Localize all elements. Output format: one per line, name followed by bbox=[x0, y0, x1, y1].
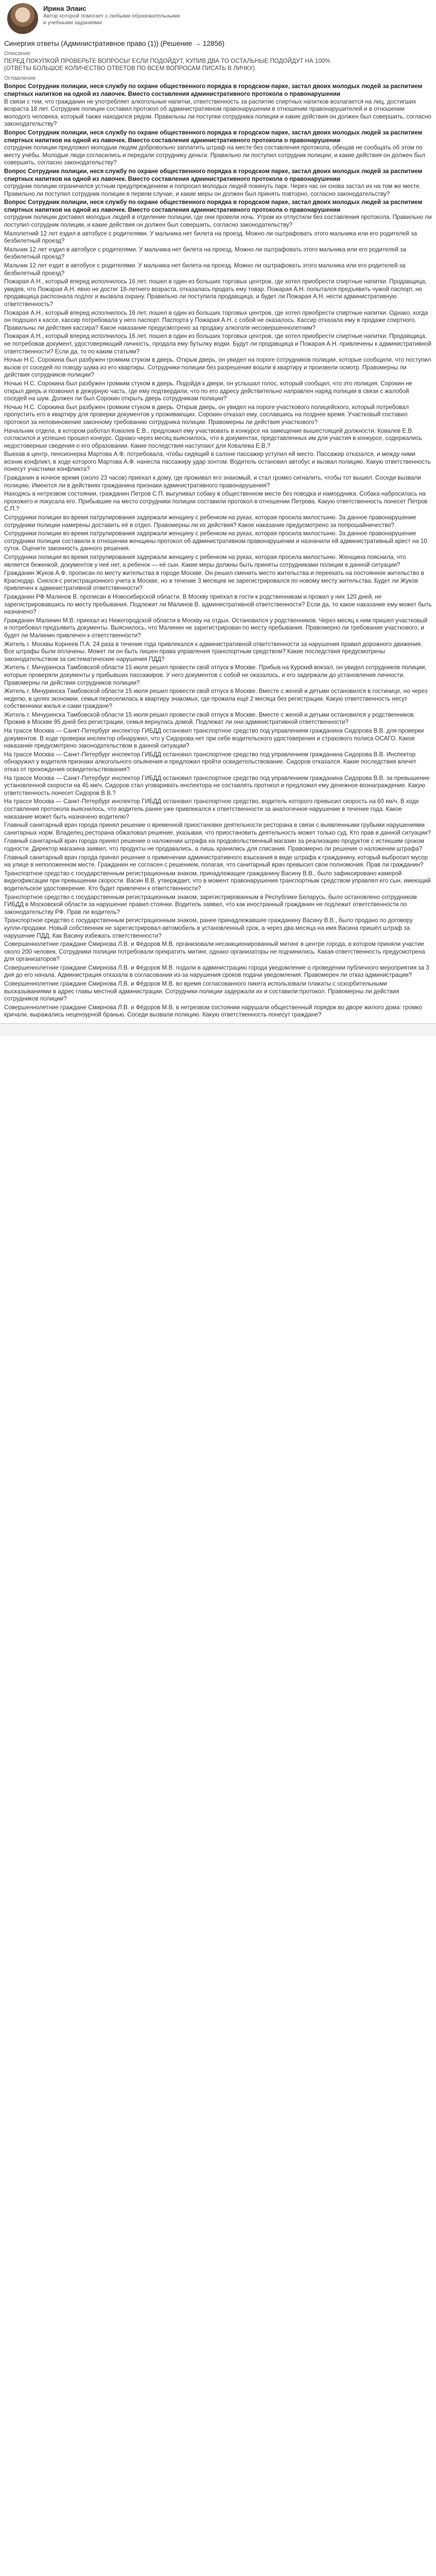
answer-text: Мальчик 12 лет ездил в автобусе с родителями. У мальчика нет билета на проезд. Можно ли оштрафовать этого мальчика или его родителей за безбилетный проезд? bbox=[4, 246, 406, 261]
question-text: Вопрос Сотрудник полиции, неся службу по охране общественного порядка в городском парке, застал двоих молодых людей за распитием спиртных напитков на одной из лавочек. Вместо составления административного протокола о правонарушении bbox=[4, 167, 423, 182]
qa-item bbox=[4, 594, 432, 616]
qa-item bbox=[4, 917, 432, 940]
author-bio-line-1: Автор которой помогает с любыми образовательными bbox=[43, 13, 180, 19]
answer-text: Гражданин Малинин М.В. приехал из Нижегородской области в Москву на отдых. Остановился у родственников. Через месяц к ним пришел участковый и потребовал предъявить документы. Выяснилось, что Малинин не зарегистрирован по месту пребывания. Правомерно ли требование участкового, и будет ли Малинин привлечен к ответственности? bbox=[4, 617, 428, 639]
qa-item bbox=[4, 1004, 432, 1019]
qa-item bbox=[4, 451, 432, 473]
answer-text: Житель г. Мичуринска Тамбовской области 15 июля решил провести свой отпуск в Москве. Вместе с женой и детьми остановился у родственников. Прожив в Москве 95 дней без регистрации, семья вернулась домой. Подлежат ли они административной ответственности? bbox=[4, 711, 415, 726]
answer-text: На трассе Москва — Санкт-Петербург инспектор ГИБДД остановил транспортное средство под управлением гражданина Сидорова В.В. за превышение установленной скорости на 45 км/ч. Сидоров стал уговаривать инспектора не составлять протокол и предложил ему денежное вознаграждение. Какую ответственность понесет Сидоров В.В.? bbox=[4, 774, 430, 796]
answer-text: Транспортное средство с государственным регистрационным знаком, принадлежащее гражданину Васину В.В., было зафиксировано камерой видеофиксации при превышении скорости. Васин В.В. утверждает, что в момент правонарушения транспортным средством управлял его сын, имеющий водительское удостоверение. Кто будет привлечен к ответственности? bbox=[4, 870, 431, 892]
page-title: Синергия ответы (Административное право (1)) (Решение → 12856) bbox=[4, 40, 225, 47]
qa-item bbox=[4, 570, 432, 592]
answer-text: Гражданин в ночное время (около 23 часов) приехал к дому, где проживал его знакомый, и стал громко сигналить, чтобы тот вышел. Соседи вызвали полицию. Имеются ли в действиях гражданина признаки административного правонарушения? bbox=[4, 474, 421, 489]
qa-item bbox=[4, 246, 432, 261]
answer-text: Гражданин РФ Малинов В. прописан в Новосибирской области. В Москву приехал в гости к родственникам и прожил у них 120 дней, не зарегистрировавшись по месту пребывания. Подлежит ли Малинов В. административной ответственности? Если да, то какое наказание ему может быть назначено? bbox=[4, 593, 432, 616]
answer-text: Транспортное средство с государственным регистрационным знаком, ранее принадлежавшее гражданину Васину В.В., было продано по договору купли-продажи. Новый собственник не зарегистрировал автомобиль в установленный срок, а через два месяца на имя Васина пришёл штраф за нарушение ПДД. Как Васину избежать ответственности? bbox=[4, 917, 413, 939]
answer-text: Совершеннолетние граждане Смирнова Л.В. и Фёдоров М.В. организовали несанкционированный митинг в центре города, в котором приняли участие около 200 человек. Сотрудники полиции потребовали прекратить митинг, однако организаторы не подчинились. Какая ответственность предусмотрена для организаторов? bbox=[4, 941, 425, 963]
qa-item bbox=[4, 168, 432, 198]
answer-text: Главный санитарный врач города принял решение о временной приостановке деятельности ресторана в связи с выявленными грубыми нарушениями санитарных норм. Владелец ресторана обжаловал решение, указывая, что приостановить деятельность может только суд. Кто прав в данной ситуации? bbox=[4, 822, 431, 836]
answer-text: Малолетний 12 лет ездил в автобусе с родителями. У мальчика нет билета на проезд. Можно ли оштрафовать этого мальчика или его родителей за безбилетный проезд? bbox=[4, 230, 417, 245]
answer-text: сотрудник полиции предложил молодым людям добровольно заплатить штраф на месте без составления протокола, обещав не сообщать об этом по месту учёбы. Молодые люди согласились и передали сотруднику деньги. Правильно ли поступил сотрудник полиции, и какие действия он должен был совершить, согласно законодательству? bbox=[4, 144, 426, 166]
answer-text: Мальчик 12 лет ездит в автобусе с родителями. У мальчика нет билета на проезд. Можно ли оштрафовать этого мальчика или его родителей за безбилетный проезд? bbox=[4, 262, 406, 277]
answer-text: Ночью Н.С. Сорокина был разбужен громким стуком в дверь. Открыв дверь, он увидел на пороге участкового полицейского, который потребовал пропустить его в квартиру для проверки документов у проживающих. Сорокин отказал ему, сославшись на позднее время. Участковый составил протокол за неповиновение законному требованию сотрудника полиции. Правомерны ли действия участкового? bbox=[4, 403, 409, 426]
answer-text: Совершеннолетние граждане Смирнова Л.В. и Фёдоров М.В. во время согласованного пикета использовали плакаты с оскорбительными высказываниями в адрес главы местной администрации. Сотрудники полиции задержали их и составили протокол. Правомерны ли действия сотрудников полиции? bbox=[4, 980, 399, 1003]
answer-text: Ночью Н.С. Сорокина был разбужен громким стуком в дверь. Открыв дверь, он увидел на пороге сотрудников полиции, которые сообщили, что поступил вызов от соседей по поводу шума из его квартиры. Сотрудники полиции без разрешения вошли в квартиру и произвели осмотр. Правомерны ли действия сотрудников полиции? bbox=[4, 357, 431, 379]
qa-item bbox=[4, 380, 432, 403]
qa-item bbox=[4, 688, 432, 710]
qa-item bbox=[4, 83, 432, 128]
qa-item bbox=[4, 554, 432, 569]
qa-item bbox=[4, 490, 432, 513]
qa-item bbox=[4, 964, 432, 979]
description-line: ПЕРЕД ПОКУПКОЙ ПРОВЕРЬТЕ ВОПРОСЫ! ЕСЛИ ПОДОЙДУТ, КУПИВ ДВА ТО ОСТАЛЬНЫЕ ПОДОЙДУТ НА 100% bbox=[4, 57, 330, 64]
answer-text: Находясь в нетрезвом состоянии, гражданин Петров С.П. выгуливал собаку в общественном месте без поводка и намордника. Собака набросилась на прохожего и покусала его. Прибывшие на место сотрудники полиции составили протокол в отношении Петрова. Какую ответственность понесет Петров С.П.? bbox=[4, 490, 428, 513]
qa-item bbox=[4, 230, 432, 245]
qa-item bbox=[4, 838, 432, 853]
answer-text: Житель г. Москвы Корнеев П.А. 24 раза в течение года привлекался к административной ответственности за нарушения правил дорожного движения. Все штрафы были оплачены. Может ли он быть лишен права управления транспортным средством? Какие последствия предусмотрены законодательством за систематические нарушения ПДД? bbox=[4, 640, 423, 663]
qa-item bbox=[4, 980, 432, 1003]
qa-item bbox=[4, 798, 432, 821]
description-label: Описание bbox=[4, 50, 30, 57]
qa-item bbox=[4, 262, 432, 277]
answer-text: Сотрудники полиции во время патрулирования задержали женщину с ребенком на руках, которая просила милостыню. За данное правонарушение сотрудники полиции намерены доставить её в отдел. Правомерны ли их действия? Какое наказание предусмотрено за попрошайничество? bbox=[4, 514, 416, 529]
qa-item bbox=[4, 474, 432, 489]
author-block bbox=[4, 3, 432, 37]
answer-text: Житель г. Мичуринска Тамбовской области 15 июля решил провести свой отпуск в Москве. Вместе с женой и детьми остановился в гостинице, но через неделю, в целях экономии, семья переселилась в квартиру знакомых, где прожила ещё 2 месяца без регистрации. Какую ответственность несут собственники жилья и сами граждане? bbox=[4, 688, 428, 710]
question-text: Вопрос Сотрудник полиции, неся службу по охране общественного порядка в городском парке, застал двоих молодых людей за распитием спиртных напитков на одной из лавочек. Вместо составления административного протокола о правонарушении bbox=[4, 129, 423, 144]
question-text: Вопрос Сотрудник полиции, неся службу по охране общественного порядка в городском парке, застал двоих молодых людей за распитием спиртных напитков на одной из лавочек. Вместо составления административного протокола о правонарушении bbox=[4, 199, 423, 213]
qa-item bbox=[4, 854, 432, 869]
qa-item bbox=[4, 514, 432, 529]
answer-text: Житель г. Мичуринска Тамбовской области 15 июля решил провести свой отпуск в Москве. Прибыв на Курский вокзал, он увидел сотрудников полиции, которые проверяли документы у прибывших пассажиров. У него документов с собой не оказалось, и его задержали до установления личности. Правомерны ли действия сотрудников полиции? bbox=[4, 664, 427, 686]
answer-text: Транспортное средство с государственным регистрационным знаком, зарегистрированным в Республике Беларусь, было остановлено сотрудником ГИБДД в Московской области за нарушение правил стоянки. Водитель заявил, что как иностранный гражданин не подлежит ответственности по законодательству РФ. Прав ли водитель? bbox=[4, 893, 417, 916]
qa-item bbox=[4, 129, 432, 167]
qa-list bbox=[4, 83, 432, 1019]
qa-item bbox=[4, 711, 432, 726]
answer-text: Совершеннолетние граждане Смирнова Л.В. и Фёдоров М.В. в нетрезвом состоянии нарушали общественный порядок во дворе жилого дома: громко кричали, выражались нецензурной бранью. Соседи вызвали полицию. Какую ответственность понесут граждане? bbox=[4, 1004, 422, 1019]
page bbox=[0, 0, 436, 1019]
description-line: (ОТВЕТЫ БОЛЬШОЕ КОЛИЧЕСТВО ОТВЕТОВ ПО ВСЕМ ВОПРОСАМ ПИСАТЬ В ЛИЧКУ) bbox=[4, 65, 255, 72]
answer-text: Начальник отдела, в котором работал Ковалев Е.В., предложил ему участвовать в конкурсе на замещение вышестоящей должности. Ковалев Е.В. согласился и успешно прошел конкурс. Однако через месяц выяснилось, что в документах, представленных им для участия в конкурсе, содержались недостоверные сведения о его образовании. Какие последствия наступают для Ковалева Е.В.? bbox=[4, 427, 422, 449]
qa-item bbox=[4, 941, 432, 963]
answer-text: На трассе Москва — Санкт-Петербург инспектор ГИБДД остановил транспортное средство под управлением гражданина Сидорова В.В. для проверки документов. В ходе проверки инспектор обнаружил, что у Сидорова нет при себе водительского удостоверения и страхового полиса ОСАГО. Какое наказание предусмотрено законодательством в данной ситуации? bbox=[4, 727, 424, 750]
answer-text: На трассе Москва — Санкт-Петербург инспектор ГИБДД остановил транспортное средство под управлением гражданина Сидорова В.В. Инспектор обнаружил у водителя признаки алкогольного опьянения и предложил пройти освидетельствование. Сидоров отказался. Какие последствия влечет отказ от прохождения освидетельствования? bbox=[4, 751, 416, 773]
bottom-bar bbox=[0, 1023, 436, 1037]
qa-item bbox=[4, 822, 432, 837]
answer-text: Пожарая А.Н., который вперед исполнилось 16 лет, пошел в один из больших торговых центров, где хотел приобрести спиртные напитки. Однако, когда он подошел к кассе, кассир потребовала у него паспорт. Паспорта у Пожарая А.Н. с собой не оказалось. Кассир отказала ему в продаже спиртного. Правильны ли действия кассира? Какое наказание предусмотрено за продажу алкоголя несовершеннолетним? bbox=[4, 309, 428, 331]
answer-text: В связи с тем, что гражданин не употребляет алкогольные напитки, ответственность за распитие спиртных напитков возлагается на лиц, достигших возраста 18 лет. Сотрудник полиции составил протокол об административном правонарушении в отношении правонарушителей и в отношении молодого человека, который также находился рядом. Правильны ли поступки сотрудника полиции и какие действия он должен был совершить, согласно законодательству? bbox=[4, 98, 431, 128]
answer-text: На трассе Москва — Санкт-Петербург инспектор ГИБДД остановил транспортное средство, водитель которого превысил скорость на 60 км/ч. В ходе составления протокола выяснилось, что водитель ранее уже привлекался к ответственности за аналогичное нарушение в течение года. Какое наказание может быть назначено водителю? bbox=[4, 798, 419, 820]
qa-item bbox=[4, 894, 432, 917]
answer-text: Главный санитарный врач города принял решение о наложении штрафа на продовольственный магазин за реализацию продуктов с истекшим сроком годности. Директор магазина заявил, что продукты не продавались, а лишь хранились для списания. Правомерно ли решение о наложении штрафа? bbox=[4, 838, 425, 852]
qa-item bbox=[4, 870, 432, 893]
qa-item bbox=[4, 641, 432, 664]
answer-text: сотрудник полиции доставил молодых людей в отделение полиции, где они провели ночь. Утром их отпустили без составления протокола. Правильно ли поступил сотрудник полиции, и какие действия он должен был совершить, согласно законодательству? bbox=[4, 214, 432, 229]
answer-text: Пожарая А.Н., который вперед исполнилось 16 лет, пошел в один из больших торговых центров, где хотел приобрести спиртные напитки. Продавщица, увидев, что Пожарая А.Н. явно не достиг 18-летнего возраста, отказалась продать ему товар. Пожарая А.Н. попытался предъявить чужой паспорт, но продавщица распознала подлог и вызвала охрану. Правильно ли поступила продавщица, и будет ли Пожарая А.Н. нести административную ответственность? bbox=[4, 278, 427, 308]
author-text bbox=[43, 3, 180, 26]
answer-text: Совершеннолетние граждане Смирнова Л.В. и Фёдоров М.В. подали в администрацию города уведомление о проведении публичного мероприятия за 3 дня до его начала. Администрация отказала в согласовании из-за нарушения сроков подачи уведомления. Правомерен ли отказ администрации? bbox=[4, 964, 429, 979]
answer-text: Ночью Н.С. Сорокина был разбужен громким стуком в дверь. Подойдя к двери, он услышал голос, который сообщил, что это полиция. Сорокин не открыл дверь и позвонил в дежурную часть, где ему подтвердили, что по его адресу действительно направлен наряд полиции в связи с жалобой соседей на шум. Должен ли был Сорокин открыть дверь сотрудникам полиции? bbox=[4, 380, 412, 402]
answer-text: Сотрудники полиции во время патрулирования задержали женщину с ребенком на руках, которая просила милостыню. За данное правонарушение сотрудники полиции составили в отношении женщины протокол об административном правонарушении и назначили ей административный арест на 10 суток. Оцените законность данного решения. bbox=[4, 530, 427, 552]
answer-text: Выехав в центр, пенсионерка Мартова А.Ф. потребовала, чтобы сидящий в салоне пассажир уступил ей место. Пассажир отказался, и между ними возник конфликт, в ходе которого Мартова А.Ф. нанесла пассажиру удар зонтом. Водитель остановил автобус и вызвал полицию. Какую ответственность понесут участники конфликта? bbox=[4, 451, 431, 473]
answer-text: Сотрудники полиции во время патрулирования задержали женщину с ребенком на руках, которая просила милостыню. Женщина пояснила, что является беженкой, документов у неё нет, а ребенок — её сын. Какие меры должны быть приняты сотрудниками полиции в данной ситуации? bbox=[4, 554, 406, 568]
qa-item bbox=[4, 357, 432, 379]
author-bio-line-2: и учебными заданиями bbox=[43, 20, 102, 26]
answer-text: сотрудник полиции ограничился устным предупреждением и попросил молодых людей покинуть парк. Через час он снова застал их на том же месте. Правильно ли поступил сотрудник полиции в первом случае, и какие меры он должен был принять повторно, согласно законодательству? bbox=[4, 183, 421, 197]
question-text: Вопрос Сотрудник полиции, неся службу по охране общественного порядка в городском парке, застал двоих молодых людей за распитием спиртных напитков на одной из лавочек. Вместо составления административного протокола о правонарушении bbox=[4, 83, 423, 97]
qa-item bbox=[4, 333, 432, 355]
qa-item bbox=[4, 751, 432, 774]
contents-label: Оглавление bbox=[4, 75, 36, 81]
answer-text: Гражданин Жуков А.Ф. прописан по месту жительства в городе Москве. Он решил сменить место жительства и переехать на постоянное жительство в Краснодар. Снялся с регистрационного учета в Москве, но в течение 3 месяцев не зарегистрировался по новому месту жительства. Будет ли Жуков привлечен к административной ответственности? bbox=[4, 570, 424, 592]
author-name[interactable]: Ирина Элаис bbox=[43, 5, 86, 12]
qa-item bbox=[4, 199, 432, 229]
avatar[interactable] bbox=[7, 3, 38, 34]
qa-item bbox=[4, 775, 432, 798]
qa-item bbox=[4, 404, 432, 427]
qa-item bbox=[4, 617, 432, 640]
qa-item bbox=[4, 664, 432, 687]
qa-item bbox=[4, 530, 432, 553]
qa-item bbox=[4, 727, 432, 750]
answer-text: Главный санитарный врач города принял решение о применении административного взыскания в виде штрафа к гражданину, который выбросил мусор на улице в неположенном месте. Гражданин не согласен с решением, полагая, что санитарный врач превысил свои полномочия. Прав ли гражданин? bbox=[4, 854, 428, 869]
qa-item bbox=[4, 428, 432, 450]
qa-item bbox=[4, 310, 432, 332]
answer-text: Пожарая А.Н., который вперед исполнилось 16 лет, пошел в один из больших торговых центров, где хотел приобрести спиртные напитки. Продавщица, не потребовав документ, удостоверяющий личность, продала ему бутылку водки. Будут ли продавщица и Пожарая А.Н. привлечены к административной ответственности? Если да, то по каким статьям? bbox=[4, 333, 431, 355]
qa-item bbox=[4, 278, 432, 308]
